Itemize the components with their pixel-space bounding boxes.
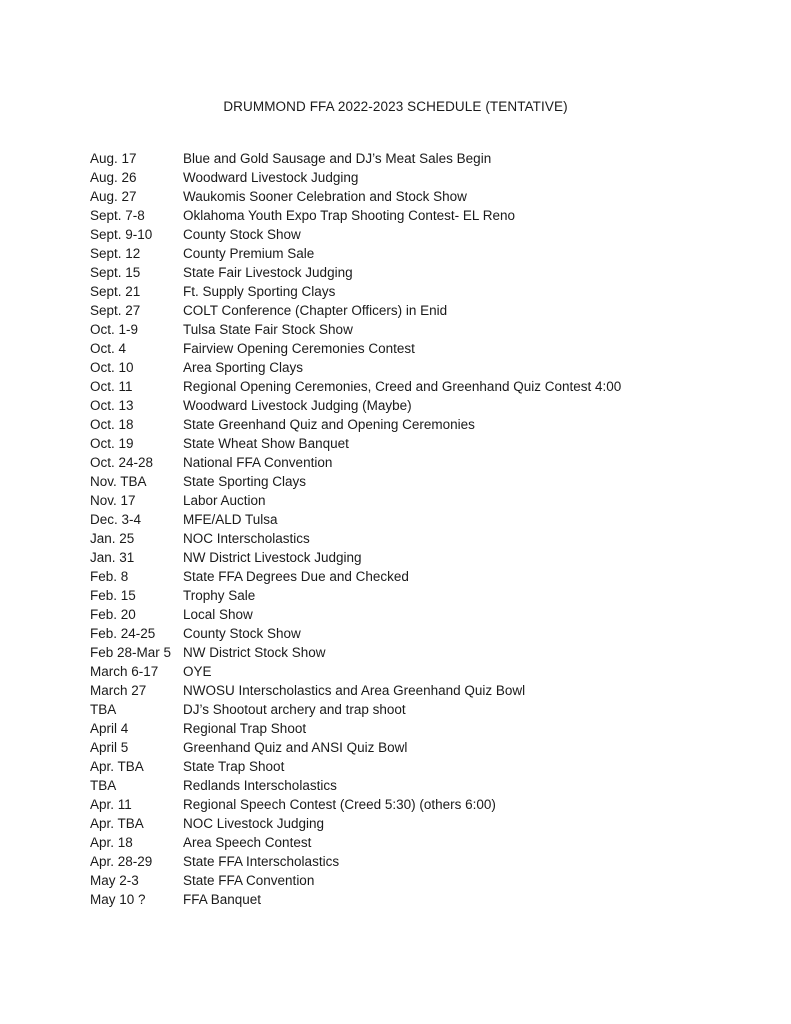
schedule-row [90,377,730,396]
schedule-date: Apr. 28-29 [90,854,153,869]
document-title: DRUMMOND FFA 2022-2023 SCHEDULE (TENTATIVE) [223,99,568,114]
schedule-event: State Fair Livestock Judging [183,265,353,280]
schedule-date: Oct. 1-9 [90,322,139,337]
schedule-row [90,187,730,206]
schedule-date: Apr. 18 [90,835,133,850]
schedule-row [90,605,730,624]
schedule-date: Nov. TBA [90,474,147,489]
schedule-date: Aug. 27 [90,189,137,204]
schedule-row [90,282,730,301]
schedule-date: Dec. 3-4 [90,512,142,527]
schedule-date: March 6-17 [90,664,159,679]
schedule-row [90,757,730,776]
schedule-date: Oct. 18 [90,417,134,432]
schedule-date: Sept. 12 [90,246,141,261]
schedule-row [90,643,730,662]
schedule-event: Blue and Gold Sausage and DJ’s Meat Sales Begin [183,151,492,166]
schedule-row [90,434,730,453]
schedule-row [90,320,730,339]
schedule-row [90,263,730,282]
schedule-date: Jan. 31 [90,550,135,565]
schedule-date: Apr. 11 [90,797,132,812]
schedule-event: FFA Banquet [183,892,262,907]
schedule-event: Redlands Interscholastics [183,778,337,793]
schedule-date: April 5 [90,740,129,755]
schedule-event: NW District Livestock Judging [183,550,362,565]
schedule-row [90,453,730,472]
schedule-row [90,852,730,871]
schedule-row [90,225,730,244]
schedule-date: Oct. 11 [90,379,133,394]
schedule-event: State Wheat Show Banquet [183,436,349,451]
schedule-date: Oct. 4 [90,341,127,356]
schedule-row [90,776,730,795]
schedule-event: Labor Auction [183,493,266,508]
schedule-row [90,472,730,491]
schedule-row [90,586,730,605]
schedule-event: NWOSU Interscholastics and Area Greenhand Quiz Bowl [183,683,526,698]
schedule-row [90,681,730,700]
schedule-date: Aug. 17 [90,151,137,166]
schedule-date: Sept. 27 [90,303,141,318]
schedule-event: County Stock Show [183,227,301,242]
schedule-event: NOC Interscholastics [183,531,310,546]
schedule-date: Feb. 20 [90,607,136,622]
schedule-event: State FFA Interscholastics [183,854,340,869]
schedule-row [90,700,730,719]
schedule-date: Oct. 24-28 [90,455,154,470]
schedule-row [90,833,730,852]
schedule-event: State Sporting Clays [183,474,307,489]
schedule-row [90,168,730,187]
schedule-event: Woodward Livestock Judging (Maybe) [183,398,412,413]
schedule-event: NOC Livestock Judging [183,816,325,831]
schedule-event: Greenhand Quiz and ANSI Quiz Bowl [183,740,408,755]
schedule-row [90,149,730,168]
schedule-event: MFE/ALD Tulsa [183,512,278,527]
schedule-row [90,814,730,833]
schedule-row [90,301,730,320]
schedule-event: State FFA Convention [183,873,315,888]
schedule-date: May 2-3 [90,873,139,888]
schedule-row [90,795,730,814]
schedule-row [90,871,730,890]
schedule-date: Feb. 24-25 [90,626,156,641]
schedule-event: Waukomis Sooner Celebration and Stock Show [183,189,467,204]
schedule-date: TBA [90,702,117,717]
schedule-event: Woodward Livestock Judging [183,170,359,185]
schedule-row [90,206,730,225]
schedule-row [90,244,730,263]
schedule-date: April 4 [90,721,129,736]
schedule-date: Oct. 19 [90,436,134,451]
schedule-date: Apr. TBA [90,816,144,831]
schedule-row [90,510,730,529]
schedule-event: County Stock Show [183,626,301,641]
schedule-event: National FFA Convention [183,455,333,470]
schedule-event: County Premium Sale [183,246,315,261]
schedule-date: Feb. 15 [90,588,136,603]
schedule-row [90,529,730,548]
schedule-row [90,662,730,681]
schedule-event: Area Speech Contest [183,835,312,850]
schedule-date: Aug. 26 [90,170,137,185]
schedule-row [90,491,730,510]
schedule-date: Nov. 17 [90,493,136,508]
schedule-event: Tulsa State Fair Stock Show [183,322,353,337]
schedule-event: Area Sporting Clays [183,360,304,375]
schedule-date: Feb. 8 [90,569,129,584]
schedule-row [90,890,730,909]
schedule-row [90,548,730,567]
schedule-row [90,567,730,586]
schedule-event: NW District Stock Show [183,645,326,660]
schedule-event: Ft. Supply Sporting Clays [183,284,336,299]
schedule-date: May 10 ? [90,892,146,907]
schedule-event: State Greenhand Quiz and Opening Ceremonies [183,417,475,432]
schedule-event: OYE [183,664,212,679]
schedule-event: Regional Opening Ceremonies, Creed and Greenhand Quiz Contest 4:00 [183,379,622,394]
schedule-date: March 27 [90,683,147,698]
schedule-event: COLT Conference (Chapter Officers) in Enid [183,303,448,318]
schedule-date: Sept. 7-8 [90,208,145,223]
schedule-row [90,738,730,757]
schedule-row [90,339,730,358]
schedule-row [90,396,730,415]
schedule-date: Oct. 13 [90,398,134,413]
schedule-event: Trophy Sale [183,588,256,603]
schedule-event: Fairview Opening Ceremonies Contest [183,341,415,356]
schedule-date: Sept. 15 [90,265,141,280]
schedule-row [90,719,730,738]
schedule-date: Apr. TBA [90,759,144,774]
schedule-date: Feb 28-Mar 5 [90,645,172,660]
schedule-date: TBA [90,778,117,793]
schedule-event: Regional Trap Shoot [183,721,307,736]
schedule-event: State FFA Degrees Due and Checked [183,569,409,584]
schedule-date: Oct. 10 [90,360,134,375]
schedule-row [90,415,730,434]
schedule-row [90,624,730,643]
schedule-date: Jan. 25 [90,531,135,546]
schedule-date: Sept. 21 [90,284,141,299]
schedule-event: Local Show [183,607,253,622]
schedule-list [90,149,730,909]
schedule-event: DJ’s Shootout archery and trap shoot [183,702,406,717]
schedule-event: Regional Speech Contest (Creed 5:30) (others 6:00) [183,797,496,812]
schedule-date: Sept. 9-10 [90,227,153,242]
schedule-event: Oklahoma Youth Expo Trap Shooting Contest- EL Reno [183,208,515,223]
schedule-row [90,358,730,377]
schedule-event: State Trap Shoot [183,759,285,774]
